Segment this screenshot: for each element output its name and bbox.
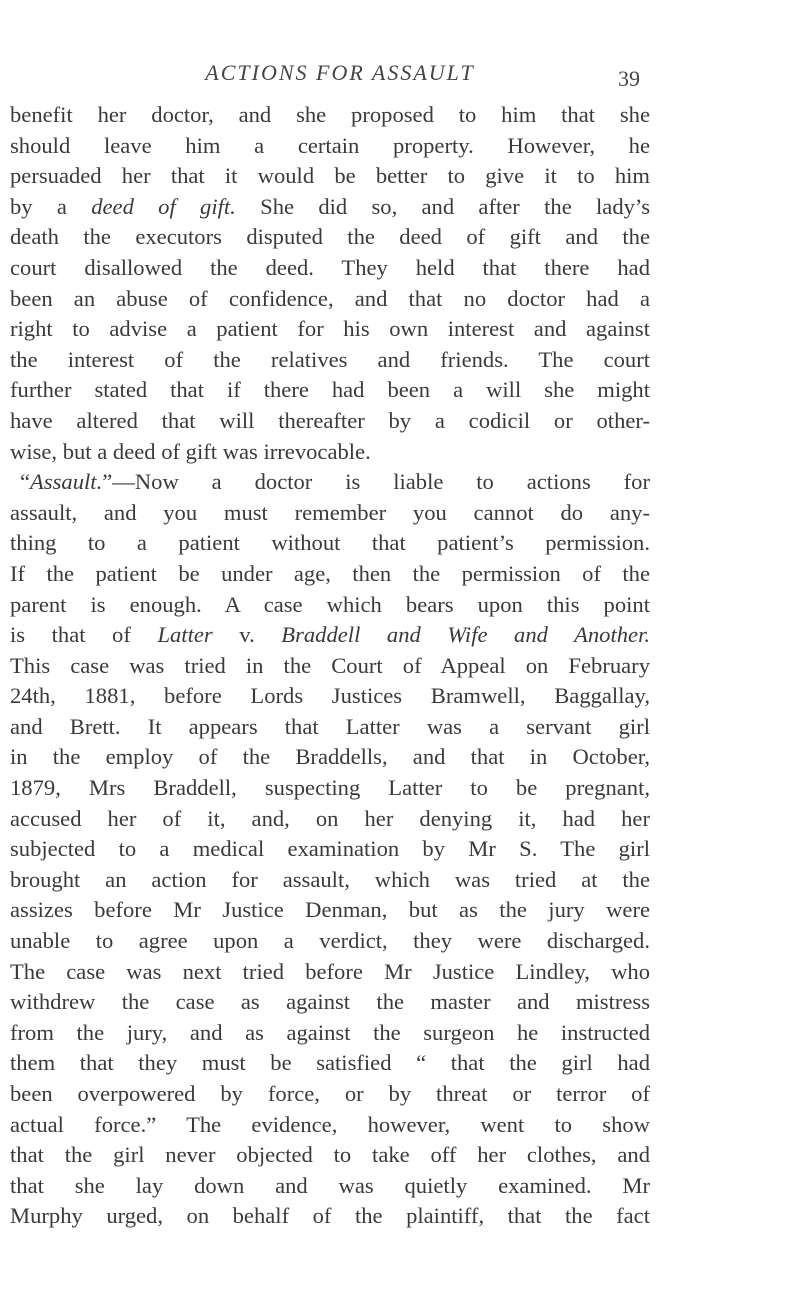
text-segment: been an abuse of confidence, and that no doctor had a <box>10 285 650 311</box>
text-segment: The case was next tried before Mr Justice Lindley, who <box>10 958 650 984</box>
text-segment: death the executors disputed the deed of gift and the <box>10 224 650 250</box>
text-line <box>10 742 650 773</box>
text-line <box>10 834 650 865</box>
text-line <box>10 895 650 926</box>
text-segment: withdrew the case as against the master and mistress <box>10 989 650 1015</box>
text-segment: 1879, Mrs Braddell, suspecting Latter to be pregnant, <box>10 775 650 801</box>
text-segment: thing to a patient without that patient’s permission. <box>10 530 650 556</box>
text-segment: been overpowered by force, or by threat or terror of <box>10 1081 650 1106</box>
italic-text: Braddell and Wife and Another. <box>281 622 650 648</box>
text-segment: accused her of it, and, on her denying it, had her <box>10 805 650 831</box>
page-number: 39 <box>618 66 640 91</box>
text-segment: benefit her doctor, and she proposed to him that she <box>10 102 650 127</box>
text-segment: She did so, and after the lady’s <box>235 193 650 219</box>
text-line <box>10 926 650 957</box>
text-line <box>10 620 650 651</box>
text-line <box>10 559 650 590</box>
text-segment: right to advise a patient for his own interest and against <box>10 316 650 342</box>
text-line <box>10 437 650 468</box>
text-line <box>10 957 650 988</box>
text-segment: assizes before Mr Justice Denman, but as the jury were <box>10 897 650 923</box>
text-line <box>10 131 650 162</box>
text-line <box>10 1201 650 1232</box>
italic-text: deed of gift. <box>91 193 236 219</box>
text-line <box>10 773 650 804</box>
text-segment: and Brett. It appears that Latter was a servant girl <box>10 713 650 739</box>
text-line <box>10 681 650 712</box>
text-line <box>10 1110 650 1141</box>
text-segment: Murphy urged, on behalf of the plaintiff, that the fact <box>10 1203 650 1229</box>
text-line <box>10 804 650 835</box>
italic-text: Latter <box>157 622 213 648</box>
text-segment: “ <box>20 469 31 495</box>
text-segment: court disallowed the deed. They held that there had <box>10 254 650 280</box>
text-line <box>10 345 650 376</box>
text-line <box>10 651 650 682</box>
text-line <box>10 284 650 315</box>
text-segment: in the employ of the Braddells, and that in October, <box>10 744 650 770</box>
text-segment: ”—Now a doctor is liable to actions for <box>102 469 650 495</box>
text-segment: assault, and you must remember you cannot do any- <box>10 499 650 525</box>
text-segment: brought an action for assault, which was tried at the <box>10 866 650 892</box>
text-line <box>10 253 650 284</box>
text-segment: This case was tried in the Court of Appeal on February <box>10 652 650 678</box>
text-segment: unable to agree upon a verdict, they were discharged. <box>10 928 650 954</box>
text-segment: have altered that will thereafter by a codicil or other- <box>10 407 650 433</box>
text-line <box>10 314 650 345</box>
text-segment: that she lay down and was quietly examined. Mr <box>10 1172 650 1198</box>
text-segment: them that they must be satisfied “ that the girl had <box>10 1050 650 1076</box>
italic-text: Assault. <box>30 469 103 495</box>
text-line <box>10 406 650 437</box>
body-text <box>10 100 650 1232</box>
text-segment: is that of <box>10 622 158 648</box>
text-segment: parent is enough. A case which bears upon this point <box>10 591 650 617</box>
text-segment: If the patient be under age, then the permission of the <box>10 560 650 586</box>
text-line <box>10 192 650 223</box>
text-line <box>10 100 650 131</box>
text-segment: further stated that if there had been a will she might <box>10 377 650 403</box>
text-line <box>10 865 650 896</box>
text-line <box>10 1018 650 1049</box>
text-line <box>10 1171 650 1202</box>
text-line <box>10 1140 650 1171</box>
text-line <box>10 222 650 253</box>
text-segment: subjected to a medical examination by Mr S. The girl <box>10 836 650 862</box>
text-segment: 24th, 1881, before Lords Justices Bramwell, Baggallay, <box>10 683 650 709</box>
text-segment: that the girl never objected to take off her clothes, and <box>10 1142 650 1168</box>
text-line <box>10 375 650 406</box>
text-line <box>10 712 650 743</box>
running-title: ACTIONS FOR ASSAULT <box>205 60 475 85</box>
text-segment: by a <box>10 193 92 219</box>
text-segment: actual force.” The evidence, however, went to show <box>10 1111 650 1137</box>
text-line <box>10 1048 650 1079</box>
text-segment: wise, but a deed of gift was irrevocable. <box>10 438 371 464</box>
text-segment: persuaded her that it would be better to give it to him <box>10 163 650 189</box>
text-segment: v. <box>212 622 282 648</box>
text-segment: should leave him a certain property. However, he <box>10 132 650 158</box>
text-line <box>10 528 650 559</box>
text-line <box>10 467 650 498</box>
text-line <box>10 987 650 1018</box>
text-line <box>10 590 650 621</box>
text-segment: the interest of the relatives and friends. The court <box>10 346 650 372</box>
text-line <box>10 161 650 192</box>
text-segment: from the jury, and as against the surgeon he instructed <box>10 1019 650 1045</box>
text-line <box>10 1079 650 1110</box>
text-line <box>10 498 650 529</box>
